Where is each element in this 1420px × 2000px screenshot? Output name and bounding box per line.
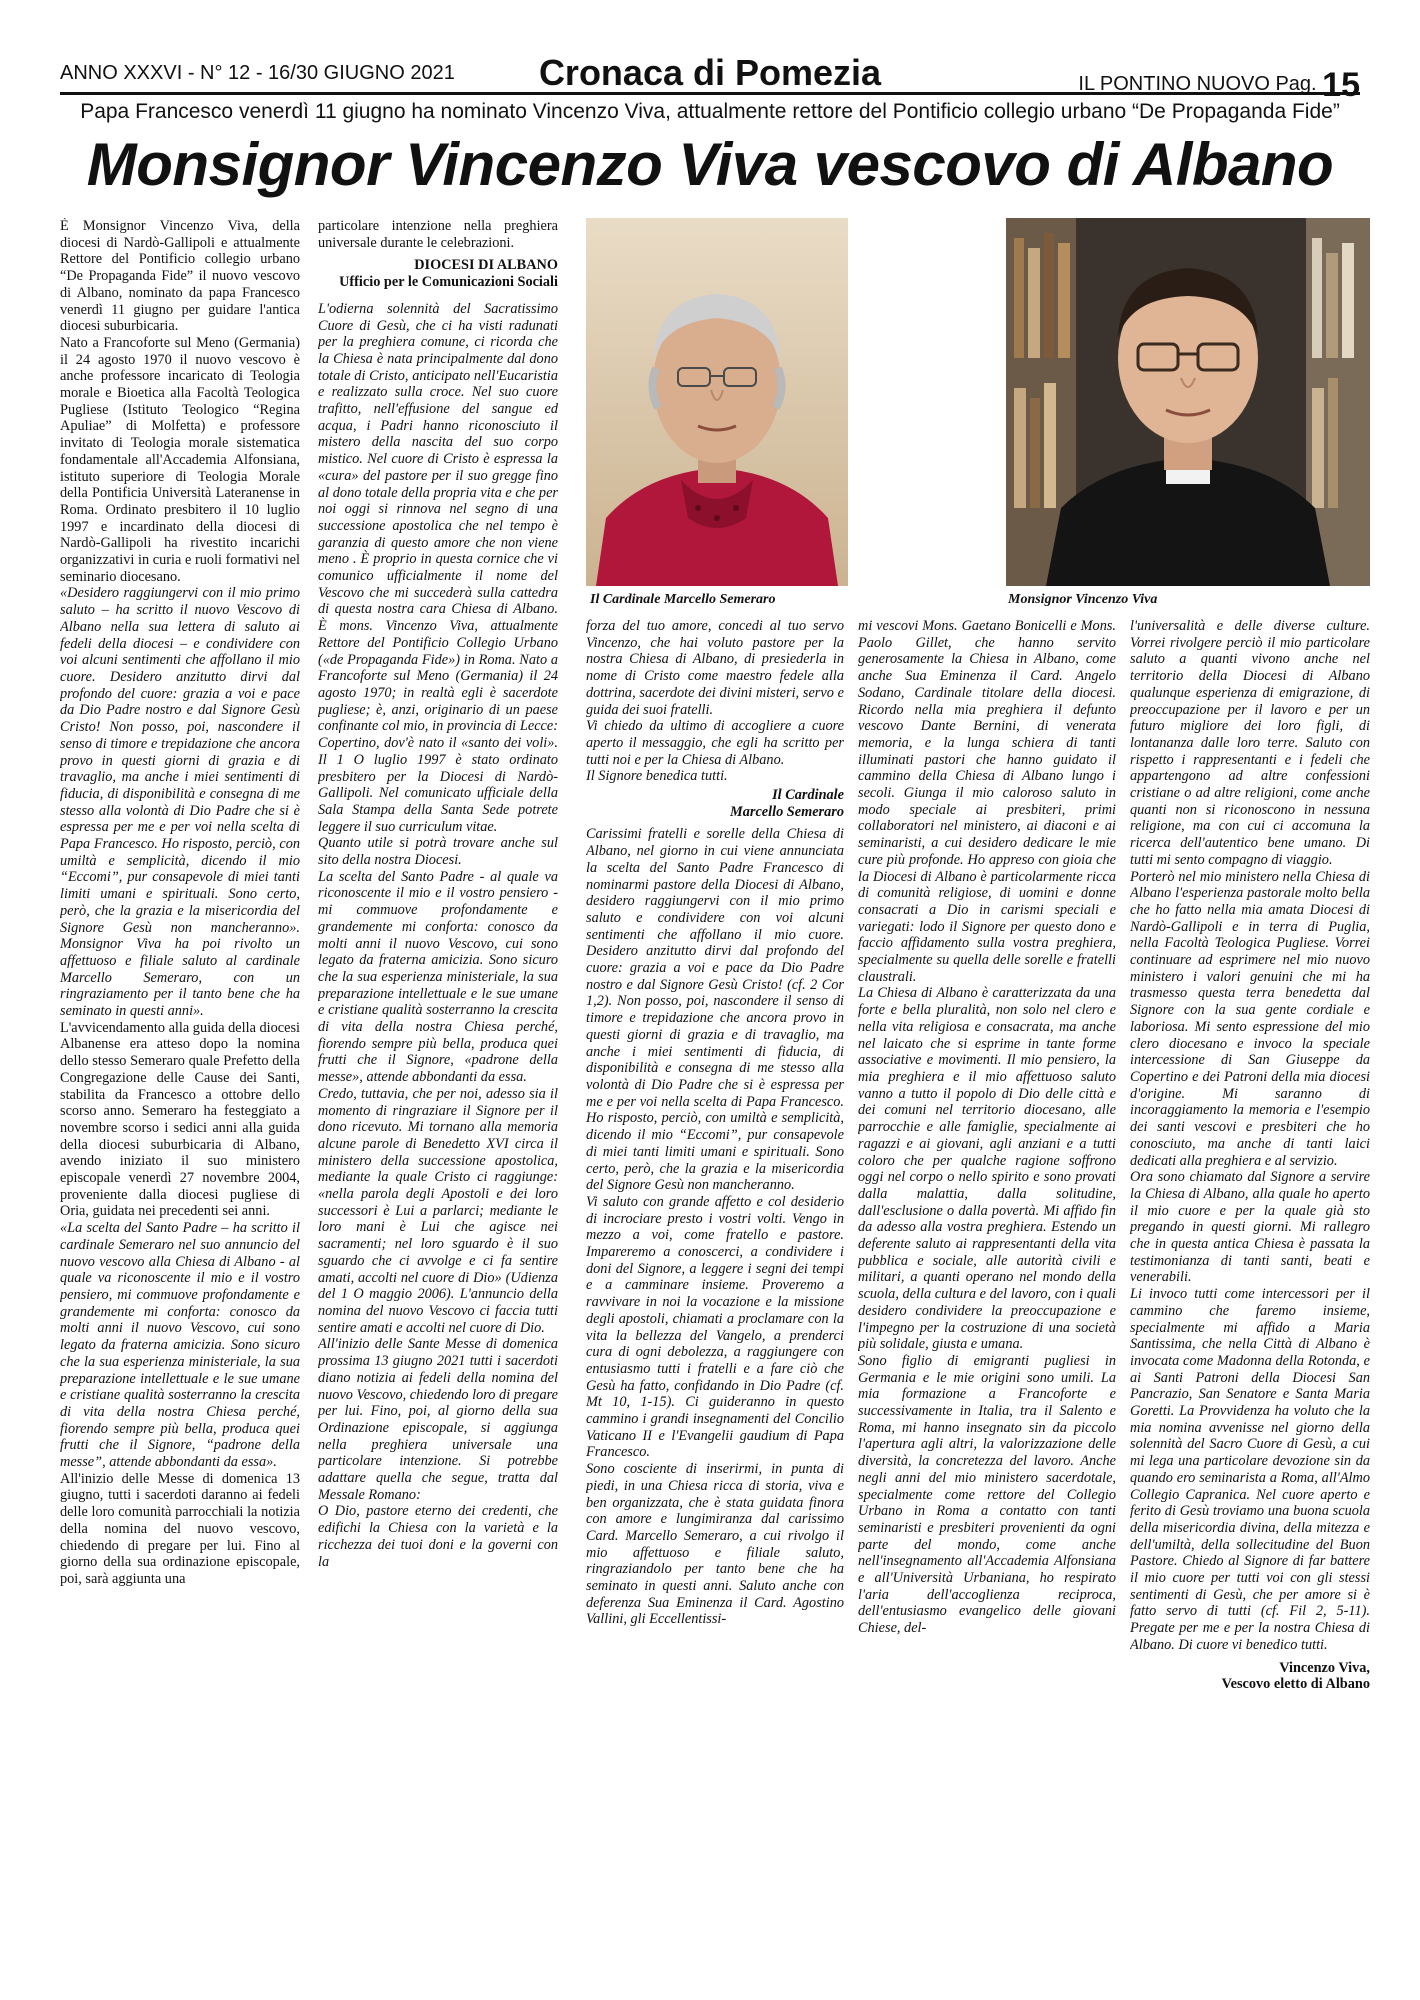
signature-line: Ufficio per le Comunicazioni Sociali <box>339 274 558 291</box>
photo-caption-monsignor: Monsignor Vincenzo Viva <box>1008 592 1158 607</box>
issue-info: ANNO XXXVI - N° 12 - 16/30 GIUGNO 2021 <box>60 62 455 84</box>
paragraph: La scelta del Santo Padre - al quale va riconoscente il mio e il vostro pensiero - mi commuove profondamente e grandemente mi conforta: conosco da molti anni il nuovo Vescovo, cui sono legato da fraterna amicizia. Sono sicuro che la sua esperienza ministeriale, la sua preparazione intellettuale e le sue umane e cristiane qualità sosterranno la crescita di vita della nostra Chiesa perché, fiorendo sempre più bella, produca quei frutti che il Signore, «padrone della messe», attende abbondanti da essa. <box>318 868 558 1086</box>
page-number: 15 <box>1322 66 1360 104</box>
paragraph: l'universalità e delle diverse culture. Vorrei rivolgere perciò il mio particolare saluto a quanti vivono anche nel territorio della Diocesi di Albano qualunque esperienza di emigrazione, di preoccupazione per il lavoro e per un futuro migliore dei loro figli, di lontananza dalle loro terre. Saluto con rispetto i rappresentanti e i fedeli che appartengono ad altre confessioni cristiane o ad altre religioni, come anche quanti non si riconoscono in nessuna religione, ma con cui ci accomuna la ricerca dell'autentico bene umano. Di tutti mi sento compagno di viaggio. <box>1130 618 1370 868</box>
paragraph: È Monsignor Vincenzo Viva, della diocesi di Nardò-Gallipoli e attualmente Rettore del Pontificio collegio urbano “De Propaganda Fide” il nuovo vescovo di Albano, nominato da papa Francesco venerdì 11 giugno per guidare l'antica diocesi suburbicaria. <box>60 218 300 335</box>
paragraph: Il Signore benedica tutti. <box>586 768 728 785</box>
article-column-4 <box>858 618 1116 1978</box>
paragraph: L'avvicendamento alla guida della diocesi Albanense era atteso dopo la nomina dello stesso Semeraro quale Prefetto della Congregazione delle Cause dei Santi, stabilita da Francesco a ottobre dello scorso anno. Semeraro ha festeggiato a novembre scorso i sedici anni alla guida della diocesi suburbicaria di Albano, avendo iniziato il suo ministero episcopale venerdì 27 novembre 2004, proveniente dalla diocesi pugliese di Oria, guidata nei precedenti sei anni. <box>60 1019 300 1220</box>
article-column-3 <box>586 618 844 1978</box>
article-column-2 <box>318 218 558 1978</box>
paragraph: All'inizio delle Messe di domenica 13 giugno, tutti i sacerdoti daranno ai fedeli delle loro comunità parrocchiali la notizia della nomina del nuovo vescovo, chiedendo di pregare per lui. Fino al giorno della sua ordinazione episcopale, poi, sarà aggiunta una <box>60 1470 300 1587</box>
paragraph: «La scelta del Santo Padre – ha scritto il cardinale Semeraro nel suo annuncio del nuovo vescovo alla Chiesa di Albano - al quale va riconoscente il mio e il vostro pensiero, mi commuove profondamente e grandemente mi conforta: conosco da molti anni il nuovo Vescovo, cui sono legato da fraterna amicizia. Sono sicuro che la sua esperienza ministeriale, la sua preparazione intellettuale e le sue umane e cristiane qualità sosterranno la crescita di vita della nostra Chiesa perché, fiorendo sempre più bella, produca quei frutti che il Signore, “padrone della messe”, attende abbondanti da essa». <box>60 1220 300 1471</box>
paragraph: Ora sono chiamato dal Signore a servire la Chiesa di Albano, alla quale ho aperto il mio cuore e per la quale già sto pregando in questi giorni. Mi rallegro che in questa antica Chiesa è passata la testimonianza di tanti santi, beati e venerabili. <box>1130 1169 1370 1286</box>
paragraph: La Chiesa di Albano è caratterizzata da una forte e bella pluralità, non solo nel clero e nella vita religiosa e consacrata, ma anche nel laicato che si esprime in tante forme associative e movimenti. Il mio pensiero, la mia preghiera e il mio affettuoso saluto vanno a tutto il popolo di Dio delle città e dei comuni nel territorio diocesano, alle parrocchie e alle famiglie, specialmente ai ragazzi e ai giovani, agli anziani e a tutti coloro che per qualche ragione soffrono oggi nel corpo o nello spirito e sono provati dalla malattia, dalla solitudine, dall'esclusione o dalla povertà. Mi affido fin da adesso alla vostra preghiera. Estendo un deferente saluto ai rappresentanti della vita pubblica e sociale, alle autorità civili e militari, a quanti operano nel mondo della scuola, della cultura e del lavoro, con i quali desidero condividere la preoccupazione e l'impegno per la costruzione di una società più solidale, giusta e umana. <box>858 985 1116 1353</box>
paragraph: Carissimi fratelli e sorelle della Chiesa di Albano, nel giorno in cui viene annunciata la scelta del Santo Padre Francesco di nominarmi pastore della Diocesi di Albano, desidero raggiungervi con il mio primo saluto e condividere con voi alcuni sentimenti che affollano il mio cuore. Desidero anzitutto dirvi dal profondo del cuore: grazia a voi e pace da Dio Padre nostro e dal Signore Gesù Cristo! (cf. 2 Cor 1,2). Non posso, poi, nascondere il senso di timore e trepidazione che ancora provo in questi giorni di grazia e di travaglio, ma anche i miei sentimenti di fiducia, di disponibilità e consegna di me stesso alla volontà di Dio Padre che si è espressa per me e per voi nella scelta di Papa Francesco. Ho risposto, perciò, con umiltà e semplicità, dicendo il mio “Eccomi”, pur consapevole di miei tanti limiti umani e spirituali. Sono certo, però, che la grazia e la misericordia del Signore Gesù non mancheranno. <box>586 826 844 1194</box>
paragraph: mi vescovi Mons. Gaetano Bonicelli e Mons. Paolo Gillet, che hanno servito generosamente la Chiesa in Albano, come anche Sua Eminenza il Card. Angelo Sodano, Cardinale titolare della diocesi. Ricordo nella mia preghiera il defunto vescovo Dante Bernini, di venerata memoria, e la lunga schiera di tanti illuminati pastori che hanno guidato il cammino della Chiesa di Albano lungo i secoli. Giunga il mio caloroso saluto in modo speciale ai presbiteri, primi collaboratori nel ministero, ai diaconi e ai seminaristi, a cui desidero dedicare le mie cure più profonde. Ho appreso con gioia che la Diocesi di Albano è particolarmente ricca di comunità religiose, di uomini e donne consacrati a Dio in carismi speciali e variegati: lodo il Signore per questo dono e faccio affidamento sulla vostra preghiera, specialmente su quella delle sorelle e fratelli claustrali. <box>858 618 1116 985</box>
paragraph: L'odierna solennità del Sacratissimo Cuore di Gesù, che ci ha visti radunati per la preghiera comune, ci ricorda che la Chiesa è nata principalmente dal dono totale di Cristo, anticipato nell'Eucaristia e realizzato sulla croce. Nel suo cuore trafitto, nell'effusione del sangue ed acqua, i Padri hanno riconosciuto il mistero della nascita del suo corpo mistico. Nel cuore di Cristo è espressa la «cura» del pastore per il suo gregge fino al dono totale della propria vita e che per noi oggi si rinnova nel segno di una successione apostolica che nel tempo è garanzia di questo amore che non viene meno . È proprio in questa cornice che vi comunico ufficialmente il nome del Vescovo che mi succederà sulla cattedra di questa nostra cara Chiesa di Albano. È mons. Vincenzo Viva, attualmente Rettore del Pontificio Collegio Urbano («de Propaganda Fide») in Roma. Nato a Francoforte sul Meno (Germania) il 24 agosto 1970; in realtà egli è sacerdote pugliese; è, anzi, originario di un paese confinante col mio, in provincia di Lecce: Copertino, dov'è nato il «santo dei voli». Il 1 O luglio 1997 è stato ordinato presbitero per la Diocesi di Nardò-Gallipoli. Nel comunicato ufficiale della Sala Stampa della Santa Sede potrete leggere il suo curriculum vitae. <box>318 300 558 835</box>
portrait-illustration <box>586 218 848 586</box>
signature-viva <box>1130 1660 1370 1693</box>
kicker: Papa Francesco venerdì 11 giugno ha nominato Vincenzo Viva, attualmente rettore del Pontificio collegio urbano “De Propaganda Fide” <box>80 100 1340 123</box>
paragraph: Porterò nel mio ministero nella Chiesa di Albano l'esperienza pastorale molto bella che ho fatto nella mia amata Diocesi di Nardò-Gallipoli e in terra di Puglia, nella Facoltà Teologica Pugliese. Vorrei continuare ad esprimere nel mio nuovo ministero i valori genuini che mi ha trasmesso questa terra benedetta dal Signore con la sua gente cordiale e laboriosa. Mi sento espressione del mio clero diocesano e invoco la speciale intercessione di San Giuseppe da Copertino e dei Patroni della mia diocesi d'origine. Mi saranno di incoraggiamento la memoria e l'esempio dei santi vescovi e presbiteri che ho conosciuto, ma anche di tanti laici dedicati alla preghiera e al servizio. <box>1130 868 1370 1169</box>
paper-name: IL PONTINO NUOVO Pag. <box>1078 73 1317 95</box>
paragraph: O Dio, pastore eterno dei credenti, che edifichi la Chiesa con la varietà e la ricchezza dei tuoi doni e la governi con la <box>318 1503 558 1570</box>
masthead <box>60 52 1360 104</box>
paragraph: forza del tuo amore, concedi al tuo servo Vincenzo, che hai voluto pastore per la nostra Chiesa di Albano, di presiederla in nome di Cristo come maestro fedele alla dottrina, sacerdote dei divini misteri, servo e guida dei suoi fratelli. <box>586 618 844 718</box>
signature-diocese <box>318 257 558 290</box>
paragraph: Sono figlio di emigranti pugliesi in Germania e le mie origini sono umili. La mia formazione a Francoforte e successivamente in Italia, tra il Salento e Roma, mi hanno insegnato sin da piccolo l'apertura agli altri, la valorizzazione delle diversità, la concretezza del lavoro. Anche negli anni del mio ministero sacerdotale, specialmente come rettore del Collegio Urbano in Roma a contatto con tanti seminaristi e presbiteri provenienti da ogni parte del mondo, come anche nell'insegnamento all'Accademia Alfonsiana e all'Università Urbaniana, ho respirato l'aria dell'accoglienza reciproca, dell'entusiasmo evangelico delle giovani Chiese, del- <box>858 1352 1116 1637</box>
photo-monsignor-viva <box>1006 218 1370 586</box>
article-column-1 <box>60 218 300 1978</box>
paragraph: Li invoco tutti come intercessori per il cammino che faremo insieme, specialmente mi affido a Maria Santissima, che nella Città di Albano è invocata come Madonna della Rotonda, e ai Santi Patroni della Diocesi San Pancrazio, San Senatore e Santa Maria Goretti. La Provvidenza ha voluto che la mia nomina avvenisse nel giorno della solennità del Sacro Cuore di Gesù, a cui mi lega una particolare devozione sin da quando ero seminarista a Roma, all'Almo Collegio Capranica. Nel cuore aperto e ferito di Gesù troviamo una buona scuola della misericordia divina, della mitezza e dell'umiltà, della sollecitudine del Buon Pastore. Chiedo al Signore di far battere il mio cuore per tutti voi con gli stessi sentimenti di Gesù, che per amore si è fatto servo di tutti (cf. Fil 2, 5-11). Pregate per me e per la nostra Chiesa di Albano. Di cuore vi benedico tutti. <box>1130 1286 1370 1653</box>
paragraph: Nato a Francoforte sul Meno (Germania) il 24 agosto 1970 il nuovo vescovo è anche professore incaricato di Teologia morale e Bioetica alla Facoltà Teologica Pugliese (Istituto Teologico “Regina Apuliae” di Molfetta) e professore invitato di Teologia morale sistematica fondamentale all'Accademia Alfonsiana, istituto superiore di Teologia Morale della Pontificia Università Lateranense in Roma. Ordinato presbitero il 10 luglio 1997 e incardinato della diocesi di Nardò-Gallipoli ha rivestito incarichi organizzativi in curia e ruoli formativi nel seminario diocesano. <box>60 334 300 585</box>
headline: Monsignor Vincenzo Viva vescovo di Albano <box>86 131 1334 198</box>
signature-line: Vincenzo Viva, <box>1279 1659 1370 1676</box>
section-title: Cronaca di Pomezia <box>538 52 882 93</box>
portrait-illustration <box>1006 218 1370 586</box>
signature-line: DIOCESI DI ALBANO <box>414 257 558 274</box>
paragraph: Credo, tuttavia, che per noi, adesso sia il momento di ringraziare il Signore per il dono ricevuto. Mi tornano alla memoria alcune parole di Benedetto XVI circa il ministero della successione apostolica, mediante la quale Cristo ci raggiunge: «nella parola degli Apostoli e dei loro successori è Lui a parlarci; mediante le loro mani è Lui che agisce nei sacramenti; nel loro sguardo è il suo sguardo che ci avvolge e ci fa sentire amati, accolti nel cuore di Dio» (Udienza del 1 O maggio 2006). L'annuncio della nomina del nuovo Vescovo ci faccia tutti sentire amati e accolti nel cuore di Dio. <box>318 1085 558 1336</box>
paragraph: Vi saluto con grande affetto e col desiderio di incrociare presto i vostri volti. Vengo in mezzo a voi, come fratello e pastore. Impareremo a conoscerci, a condividere i doni del Signore, a leggere i segni dei tempi e a camminare insieme. Proveremo a ravvivare in noi la vocazione e la missione degli apostoli, chiamati a proclamare con la vita la bellezza del Vangelo, a prenderci cura di ogni debolezza, a raggiungere con entusiasmo tutti i fratelli e a fare ciò che Gesù ha fatto, confidando in Dio Padre (cf. Mt 10, 1-15). Ci guideranno in questo cammino i grandi insegnamenti del Concilio Vaticano II e l'Evangelii gaudium di Papa Francesco. <box>586 1193 844 1461</box>
paragraph: Sono cosciente di inserirmi, in punta di piedi, in una Chiesa ricca di storia, viva e ben organizzata, che è stata guidata finora con amore e lungimiranza dal carissimo Card. Marcello Semeraro, a cui rivolgo il mio affettuoso e filiale saluto, ringraziandolo per tanto bene che ha seminato in questi anni. Saluto anche con deferenza Sua Eminenza il Card. Agostino Vallini, gli Eccellentissi- <box>586 1461 844 1628</box>
photo-cardinal-semeraro <box>586 218 848 586</box>
paper-page-info <box>1078 60 1360 104</box>
paragraph: Quanto utile si potrà trovare anche sul sito della nostra Diocesi. <box>318 835 558 869</box>
paragraph: Vi chiedo da ultimo di accogliere a cuore aperto il messaggio, che egli ha scritto per tutti noi e per la Chiesa di Albano. <box>586 718 844 768</box>
paragraph: particolare intenzione nella preghiera universale durante le celebrazioni. <box>318 218 558 251</box>
article-column-5 <box>1130 618 1370 1978</box>
paragraph: All'inizio delle Sante Messe di domenica prossima 13 giugno 2021 tutti i sacerdoti diano notizia ai fedeli della nomina del nuovo Vescovo, chiedendo loro di pregare per lui. Fino, poi, al giorno della sua Ordinazione episcopale, si aggiunga nella preghiera universale una particolare intenzione. Si potrebbe adattare quella che segue, tratta dal Messale Romano: <box>318 1336 558 1503</box>
signature-line: Vescovo eletto di Albano <box>1221 1676 1370 1693</box>
paragraph: «Desidero raggiungervi con il mio primo saluto – ha scritto il nuovo Vescovo di Albano nella sua lettera di saluto ai fedeli della diocesi – e condividere con voi alcuni sentimenti che affollano il mio cuore. Desidero anzitutto dirvi dal profondo del cuore: grazia a voi e pace da Dio Padre nostro e dal Signore Gesù Cristo! Non posso, poi, nascondere il senso di timore e trepidazione che ancora provo in questi giorni di grazia e di travaglio, ma anche i miei sentimenti di fiducia, di disponibilità e consegna di me stesso alla volontà di Dio Padre che si è espressa per me e per voi nella scelta di Papa Francesco. Ho risposto, perciò, con umiltà e semplicità, dicendo il mio “Eccomi”, pur consapevole di miei tanti limiti umani e spirituali. Sono certo, però, che la grazia e la misericordia del Signore Gesù non mancheranno». Monsignor Viva ha poi rivolto un affettuoso e filiale saluto al cardinale Marcello Semeraro, con un ringraziamento per il tanto bene che ha seminato in questi anni». <box>60 585 300 1020</box>
signature-line: Il Cardinale <box>772 787 844 804</box>
photo-caption-cardinal: Il Cardinale Marcello Semeraro <box>590 592 776 607</box>
signature-line: Marcello Semeraro <box>730 803 844 820</box>
signature-cardinal <box>586 787 844 820</box>
